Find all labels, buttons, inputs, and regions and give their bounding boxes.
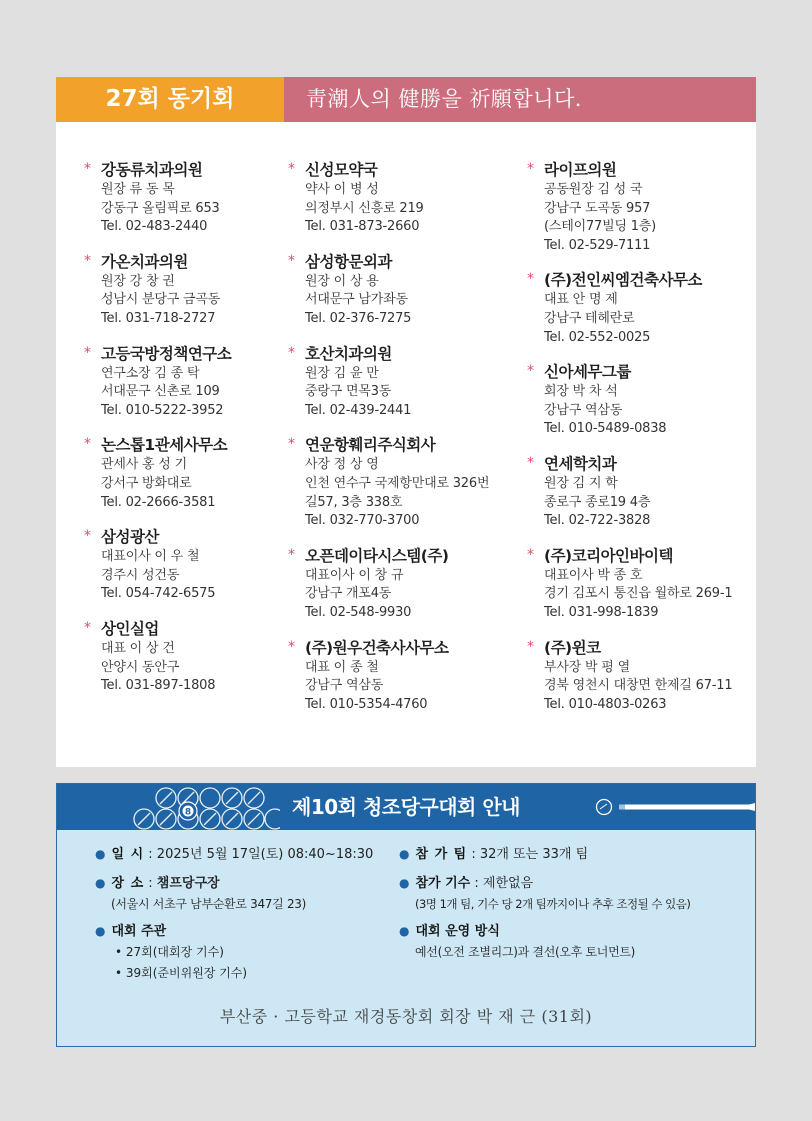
sponsor-name: 오픈데이타시스템(주) bbox=[305, 546, 449, 565]
host-item-39: • 39회(준비위원장 기수) bbox=[115, 966, 248, 980]
sponsor-detail-line: 강남구 개포4동 bbox=[305, 586, 392, 602]
teams-info: ● 참 가 팀 : 32개 또는 33개 팀 bbox=[399, 847, 589, 862]
asterisk-icon: * bbox=[527, 638, 534, 655]
sponsor-detail-line: Tel. 032-770-3700 bbox=[305, 513, 420, 529]
sponsor-detail-line: 약사 이 병 성 bbox=[305, 182, 379, 197]
sponsor-entry bbox=[84, 159, 314, 237]
sponsor-detail-line: Tel. 02-376-7275 bbox=[305, 310, 412, 326]
sponsor-column-2 bbox=[288, 159, 518, 728]
date-label: 일 시 bbox=[111, 847, 145, 862]
sponsor-detail-line: 원장 이 상 용 bbox=[305, 273, 379, 289]
asterisk-icon: * bbox=[84, 252, 91, 269]
sponsor-detail-line: 관세사 홍 성 기 bbox=[101, 457, 187, 473]
host-item-27: • 27회(대회장 기수) bbox=[115, 945, 224, 959]
date-value: 2025년 5월 17일(토) 08:40~18:30 bbox=[156, 847, 374, 862]
sponsor-detail-line: Tel. 02-722-3828 bbox=[544, 513, 651, 529]
sponsor-detail-line: 대표 이 종 철 bbox=[305, 659, 379, 675]
sponsor-detail-line: 강서구 방화대로 bbox=[101, 475, 192, 491]
sponsor-detail-line: 서대문구 남가좌동 bbox=[305, 292, 408, 308]
class-label: 참가 기수 bbox=[415, 876, 471, 891]
sponsor-detail-line: 사장 정 상 영 bbox=[305, 457, 379, 473]
sponsor-detail-line: Tel. 031-873-2660 bbox=[305, 219, 420, 235]
asterisk-icon: * bbox=[288, 252, 295, 269]
sponsor-name: 상인실업 bbox=[101, 619, 159, 638]
eight-ball-number: 8 bbox=[184, 807, 192, 818]
sponsor-column-3 bbox=[527, 159, 757, 728]
sponsor-detail-line: 길57, 3층 338호 bbox=[305, 494, 403, 510]
asterisk-icon: * bbox=[288, 546, 295, 563]
greetings-header bbox=[56, 77, 756, 122]
sponsor-entry bbox=[84, 526, 314, 604]
sponsor-detail-line: 대표 이 상 건 bbox=[101, 640, 175, 656]
sponsor-detail-line: Tel. 010-5222-3952 bbox=[101, 402, 224, 418]
sponsor-detail-line: 경북 영천시 대창면 한제길 67-11 bbox=[544, 678, 733, 694]
sponsor-name: (주)원우건축사사무소 bbox=[305, 638, 449, 657]
class-info: ● 참가 기수 : 제한없음 (3명 1개 팀, 기수 당 2개 팀까지이나 추후 조정될 수 있음) bbox=[399, 873, 690, 914]
sponsor-detail-line: Tel. 02-439-2441 bbox=[305, 402, 412, 418]
bullet-icon: ● bbox=[95, 924, 106, 938]
sponsor-name: 라이프의원 bbox=[544, 161, 617, 179]
bullet-icon: ● bbox=[95, 847, 106, 861]
asterisk-icon: * bbox=[527, 363, 534, 380]
sponsor-name: (주)윈코 bbox=[544, 638, 601, 657]
sponsor-name: 강동류치과의원 bbox=[101, 161, 203, 179]
sponsor-detail-line: 대표이사 박 종 호 bbox=[544, 567, 643, 583]
class-note: (3명 1개 팀, 기수 당 2개 팀까지이나 추후 조정될 수 있음) bbox=[415, 897, 691, 911]
sponsor-name: 가온치과의원 bbox=[101, 252, 188, 271]
sponsor-detail-line: 원장 강 창 권 bbox=[101, 273, 175, 289]
sponsor-detail-line: 대표 안 명 제 bbox=[544, 292, 618, 308]
sponsor-entry bbox=[288, 159, 518, 237]
sponsor-detail-line: 공동원장 김 성 국 bbox=[544, 182, 643, 197]
sponsor-detail-line: 의정부시 신흥로 219 bbox=[305, 200, 424, 216]
sponsor-entry bbox=[84, 251, 314, 329]
sponsor-detail-line: 대표이사 이 우 철 bbox=[101, 549, 200, 565]
method-info bbox=[399, 921, 635, 962]
sponsor-name: 삼성광산 bbox=[101, 528, 159, 547]
host-label: 대회 주관 bbox=[111, 924, 167, 939]
greetings-panel bbox=[56, 77, 756, 767]
sponsor-name: 호산치과의원 bbox=[305, 344, 392, 363]
sponsor-detail-line: 안양시 동안구 bbox=[101, 659, 180, 675]
sponsor-name: (주)코리아인바이텍 bbox=[544, 546, 673, 565]
sponsor-detail-line: Tel. 02-548-9930 bbox=[305, 604, 412, 620]
cue-stick-icon bbox=[595, 798, 755, 818]
sponsor-detail-line: Tel. 010-5354-4760 bbox=[305, 696, 428, 712]
sponsor-entry bbox=[288, 545, 518, 623]
sponsor-entry bbox=[527, 545, 757, 623]
asterisk-icon: * bbox=[288, 638, 295, 655]
sponsor-name: 연세학치과 bbox=[544, 454, 617, 473]
sponsor-detail-line: 서대문구 신촌로 109 bbox=[101, 384, 220, 400]
sponsor-name: 신성모약국 bbox=[305, 161, 378, 179]
bullet-icon: ● bbox=[399, 924, 410, 938]
sponsor-detail-line: Tel. 010-5489-0838 bbox=[544, 421, 667, 437]
method-value: 예선(오전 조별리그)과 결선(오후 토너먼트) bbox=[415, 945, 636, 959]
sponsor-entry bbox=[527, 269, 757, 347]
sponsor-detail-line: Tel. 02-2666-3581 bbox=[101, 494, 216, 510]
venue-address: (서울시 서초구 남부순환로 347길 23) bbox=[111, 897, 307, 911]
class-title: 27회 동기회 bbox=[56, 77, 284, 122]
sponsor-entry bbox=[288, 343, 518, 421]
asterisk-icon: * bbox=[527, 271, 534, 288]
sponsor-detail-line: 인천 연수구 국제항만대로 326번 bbox=[305, 475, 490, 491]
sponsor-detail-line: 강남구 도곡동 957 bbox=[544, 200, 651, 216]
sponsor-detail-line: 연구소장 김 종 탁 bbox=[101, 365, 200, 381]
tournament-title: 제10회 청조당구대회 안내 bbox=[292, 795, 520, 819]
sponsor-detail-line: (스테이77빌딩 1층) bbox=[544, 219, 657, 235]
sponsor-entry bbox=[527, 361, 757, 439]
host-info bbox=[95, 921, 247, 984]
sponsor-entry bbox=[527, 453, 757, 531]
sponsor-name: 신아세무그룹 bbox=[544, 363, 631, 382]
sponsor-entry bbox=[527, 637, 757, 715]
venue-info: ● 장 소 : 챔프당구장 (서울시 서초구 남부순환로 347길 23) bbox=[95, 873, 306, 914]
asterisk-icon: * bbox=[288, 436, 295, 453]
sponsor-detail-line: 원장 김 윤 만 bbox=[305, 365, 379, 381]
sponsor-detail-line: 원장 김 지 학 bbox=[544, 475, 618, 491]
sponsor-detail-line: 회장 박 차 석 bbox=[544, 384, 618, 400]
sponsor-detail-line: Tel. 02-529-7111 bbox=[544, 237, 651, 253]
sponsor-detail-line: Tel. 031-897-1808 bbox=[101, 678, 216, 694]
sponsor-entry bbox=[84, 434, 314, 512]
asterisk-icon: * bbox=[288, 161, 295, 177]
sponsor-name: 고등국방정책연구소 bbox=[101, 344, 232, 363]
sponsor-detail-line: 성남시 분당구 금곡동 bbox=[101, 292, 221, 308]
asterisk-icon: * bbox=[84, 528, 91, 545]
sponsor-detail-line: 강남구 역삼동 bbox=[305, 678, 384, 694]
sponsor-detail-line: 원장 류 동 목 bbox=[101, 182, 175, 197]
sponsor-name: 삼성항문외과 bbox=[305, 252, 392, 271]
sponsor-column-1 bbox=[84, 159, 314, 710]
asterisk-icon: * bbox=[84, 344, 91, 361]
asterisk-icon: * bbox=[84, 619, 91, 636]
sponsor-name: 논스톱1관세사무소 bbox=[101, 436, 228, 455]
sponsor-detail-line: 부사장 박 평 열 bbox=[544, 659, 630, 675]
asterisk-icon: * bbox=[84, 161, 91, 177]
sponsor-detail-line: Tel. 02-483-2440 bbox=[101, 219, 208, 235]
teams-value: 32개 또는 33개 팀 bbox=[479, 847, 589, 862]
sponsor-detail-line: 경주시 성건동 bbox=[101, 567, 180, 583]
sponsor-entry bbox=[527, 159, 757, 255]
sponsor-detail-line: Tel. 031-718-2727 bbox=[101, 310, 216, 326]
bullet-icon: ● bbox=[399, 876, 410, 890]
sponsor-entry bbox=[288, 434, 518, 530]
sponsor-entry bbox=[84, 343, 314, 421]
signature: 부산중 · 고등학교 재경동창회 회장 박 재 근 (31회) bbox=[219, 1007, 593, 1026]
bullet-icon: ● bbox=[399, 847, 410, 861]
asterisk-icon: * bbox=[288, 344, 295, 361]
sponsor-detail-line: 대표이사 이 창 규 bbox=[305, 567, 404, 583]
sponsor-detail-line: Tel. 054-742-6575 bbox=[101, 586, 216, 602]
sponsor-detail-line: 강동구 올림픽로 653 bbox=[101, 200, 220, 216]
sponsor-detail-line: 중랑구 면목3동 bbox=[305, 384, 392, 400]
asterisk-icon: * bbox=[527, 546, 534, 563]
sponsor-name: (주)전인씨엠건축사무소 bbox=[544, 271, 702, 290]
asterisk-icon: * bbox=[84, 436, 91, 453]
sponsor-detail-line: 경기 김포시 통진읍 월하로 269-1 bbox=[544, 586, 733, 602]
sponsor-detail-line: Tel. 031-998-1839 bbox=[544, 604, 659, 620]
sponsor-detail-line: 강남구 테헤란로 bbox=[544, 310, 635, 326]
class-value: 제한없음 bbox=[482, 876, 534, 891]
sponsor-detail-line: 종로구 종로19 4층 bbox=[544, 494, 651, 510]
method-label: 대회 운영 방식 bbox=[415, 924, 500, 939]
sponsor-detail-line: 강남구 역삼동 bbox=[544, 402, 623, 418]
venue-value: 챔프당구장 bbox=[156, 876, 220, 891]
asterisk-icon: * bbox=[527, 454, 534, 471]
greeting-message: 靑潮人의 健勝을 祈願합니다. bbox=[284, 77, 756, 122]
sponsor-entry bbox=[288, 637, 518, 715]
date-info: ● 일 시 : 2025년 5월 17일(토) 08:40~18:30 bbox=[95, 847, 374, 862]
venue-label: 장 소 bbox=[111, 876, 145, 891]
sponsor-entry bbox=[84, 618, 314, 696]
bullet-icon: ● bbox=[95, 876, 106, 890]
sponsor-name: 연운항훼리주식회사 bbox=[305, 436, 436, 455]
sponsor-detail-line: Tel. 02-552-0025 bbox=[544, 329, 651, 345]
sponsor-entry bbox=[288, 251, 518, 329]
tournament-panel bbox=[56, 783, 756, 1047]
asterisk-icon: * bbox=[527, 161, 534, 177]
teams-label: 참 가 팀 bbox=[415, 847, 468, 862]
tournament-header bbox=[57, 784, 755, 830]
sponsor-detail-line: Tel. 010-4803-0263 bbox=[544, 696, 667, 712]
